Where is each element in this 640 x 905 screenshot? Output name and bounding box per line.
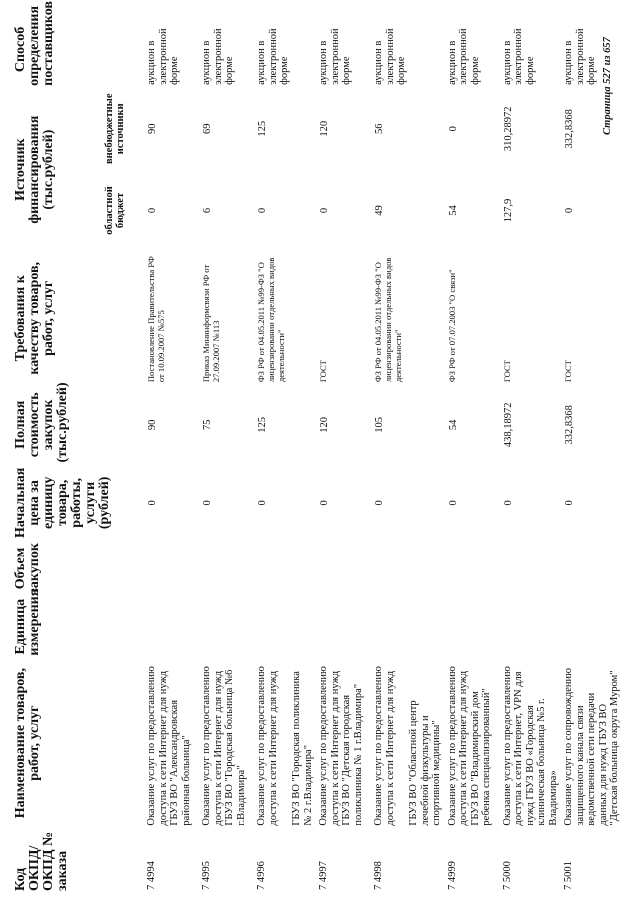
row-price: 0 [257, 500, 268, 506]
row-name-text: Оказание услуг по предоставлению доступа к сети Интернет для нужд ГБУЗ ВО "Владимирский дом ребенка специализированный" [446, 666, 492, 826]
header-unit: Единица измерения [13, 588, 42, 656]
header-volume: Объем закупок [13, 543, 42, 594]
table-row [500, 11, 562, 893]
row-code: 7 4999 [446, 861, 458, 890]
row-unit [371, 596, 445, 658]
row-name [144, 658, 199, 829]
row-unit [254, 596, 316, 658]
row-unit [445, 596, 500, 658]
row-price: 0 [447, 500, 459, 506]
header-total: Полная стоимость закупок (тыс.рублей) [13, 382, 70, 463]
table-row [561, 11, 623, 893]
row-regional: 0 [564, 207, 575, 214]
row-total: 105 [374, 416, 385, 433]
row-extra: 125 [257, 120, 268, 137]
row-extra: 69 [202, 123, 213, 135]
row-name [199, 658, 254, 829]
procurement-table [13, 1, 623, 893]
row-unit [561, 596, 623, 658]
row-total: 90 [147, 419, 158, 431]
row-requirements: ФЗ РФ от 07.07.2003 "О связи" [446, 269, 457, 383]
row-price: 0 [202, 500, 213, 506]
row-volume [445, 541, 500, 596]
page-number: Страница 527 из 657 [602, 37, 613, 135]
row-volume [371, 541, 445, 596]
row-requirements: ГОСТ [563, 360, 573, 383]
row-extra: 120 [319, 120, 330, 137]
row-requirements: Постановление Правительства РФ от 10.09.2007 №575 [146, 256, 166, 383]
header-code: Код ОКПД/ ОКПД № заказа [13, 831, 70, 891]
row-extra: 90 [147, 123, 158, 135]
table-row [371, 11, 445, 893]
row-requirements: Приказ Мининформсвязи РФ от 27.09.2007 №113 [201, 264, 221, 383]
row-name-text: Оказание услуг по предоставлению доступа к сети Интернет для нужд [373, 666, 396, 826]
row-name-text: Оказание услуг по предоставлению доступа к сети Интернет для нужд [256, 666, 279, 826]
row-unit [316, 596, 371, 658]
row-name [561, 658, 623, 829]
table-row [316, 11, 371, 893]
row-name-text: Оказание услуг по предоставлению доступа к сети Интернет, VPN для нужд ГБУЗ ВО «Городская клиническая больница №5 г. Владимира» [501, 666, 559, 826]
row-volume [561, 541, 623, 596]
row-extra: 56 [374, 123, 385, 135]
row-unit [500, 596, 562, 658]
row-code: 7 5001 [563, 861, 574, 890]
row-price: 0 [502, 500, 514, 506]
row-name [316, 658, 371, 829]
row-regional: 6 [202, 207, 213, 214]
row-requirements: ФЗ РФ от 04.05.2011 №99-ФЗ "О лицензировании отдельных видов деятельности" [256, 257, 286, 383]
row-name-text: Оказание услуг по предоставлению доступа к сети Интернет для нужд ГБУЗ ВО "Александровская районная больница" [146, 666, 192, 826]
header-financing: Источник финансирования (тыс.рублей) [13, 115, 56, 224]
row-volume [316, 541, 371, 596]
row-name [254, 658, 316, 829]
row-method: аукцион в электронной форме [373, 28, 407, 85]
row-method: аукцион в электронной форме [501, 28, 536, 85]
row-total: 75 [202, 419, 213, 431]
row-code: 7 4997 [318, 861, 329, 890]
row-code: 7 4998 [373, 861, 384, 890]
row-volume [500, 541, 562, 596]
row-name [500, 658, 562, 829]
row-requirements: ГОСТ [501, 360, 512, 383]
row-method: аукцион в электронной форме [201, 28, 235, 85]
row-total: 125 [257, 416, 268, 433]
row-extra: 310,28972 [502, 106, 514, 152]
row-regional: 54 [447, 205, 459, 216]
row-total: 438,18972 [502, 402, 514, 448]
row-extra: 332,8368 [564, 109, 575, 149]
row-regional: 0 [319, 207, 330, 214]
row-code: 7 5000 [501, 861, 513, 890]
table-row [199, 11, 254, 893]
row-volume [254, 541, 316, 596]
row-name-extra: ГБУЗ ВО "Городская поликлиника № 2 г.Владимира" [291, 671, 314, 826]
row-unit [144, 596, 199, 658]
row-code: 7 4995 [201, 861, 212, 890]
row-regional: 127,9 [502, 198, 514, 223]
row-name [371, 658, 445, 829]
row-method: аукцион в электронной форме [318, 28, 352, 85]
row-name [445, 658, 500, 829]
row-unit [199, 596, 254, 658]
header-extrabudget: внебюджетные источники [104, 93, 126, 165]
row-name-text: Оказание услуг по предоставлению доступа к сети Интернет для нужд ГБУЗ ВО "Детская городская поликлиника № 1 г.Владимира" [318, 666, 364, 826]
row-price: 0 [319, 500, 330, 506]
row-regional: 0 [147, 207, 158, 214]
table-row [254, 11, 316, 893]
row-requirements: ГОСТ [318, 360, 328, 383]
header-method: Способ определения поставщиков [13, 1, 56, 86]
row-volume [199, 541, 254, 596]
row-method: аукцион в электронной форме [146, 28, 180, 85]
row-extra: 0 [447, 126, 459, 132]
row-code: 7 4994 [146, 861, 157, 890]
row-regional: 0 [257, 207, 268, 214]
row-total: 332,8368 [564, 405, 575, 445]
row-code: 7 4996 [256, 861, 267, 890]
row-total: 54 [447, 419, 459, 431]
row-total: 120 [319, 416, 330, 433]
row-requirements: ФЗ РФ от 04.05.2011 №99-ФЗ "О лицензировании отдельных видов деятельности" [373, 257, 403, 383]
row-method: аукцион в электронной форме [446, 28, 481, 85]
row-method: аукцион в электронной форме [563, 28, 597, 85]
header-start-price: Начальная цена за единицу товара, работы, услуги (рублей) [13, 467, 112, 538]
row-volume [144, 541, 199, 596]
row-price: 0 [147, 500, 158, 506]
table-row [445, 11, 500, 893]
header-name: Наименование товаров, работ, услуг [13, 668, 42, 819]
row-price: 0 [374, 500, 385, 506]
row-name-text: Оказание услуг по предоставлению доступа к сети Интернет для нужд ГБУЗ ВО "Городская больница №6 г.Владимира" [201, 666, 247, 826]
row-regional: 49 [374, 205, 385, 216]
header-regional: областной бюджет [104, 186, 126, 235]
row-method: аукцион в электронной форме [256, 28, 290, 85]
header-requirements: Требования к качеству товаров, работ, услуг [13, 261, 56, 375]
table-row [144, 11, 199, 893]
row-price: 0 [564, 500, 575, 506]
row-name-text: Оказание услуг по сопровождению защищенного канала связи ведомственной сети передачи данных для нужд ГБУЗ ВО "Детская больница округа Муром" [563, 668, 620, 826]
row-name-extra: ГБУЗ ВО "Областной центр лечебной физкультуры и спортивной медицины" [408, 700, 442, 826]
